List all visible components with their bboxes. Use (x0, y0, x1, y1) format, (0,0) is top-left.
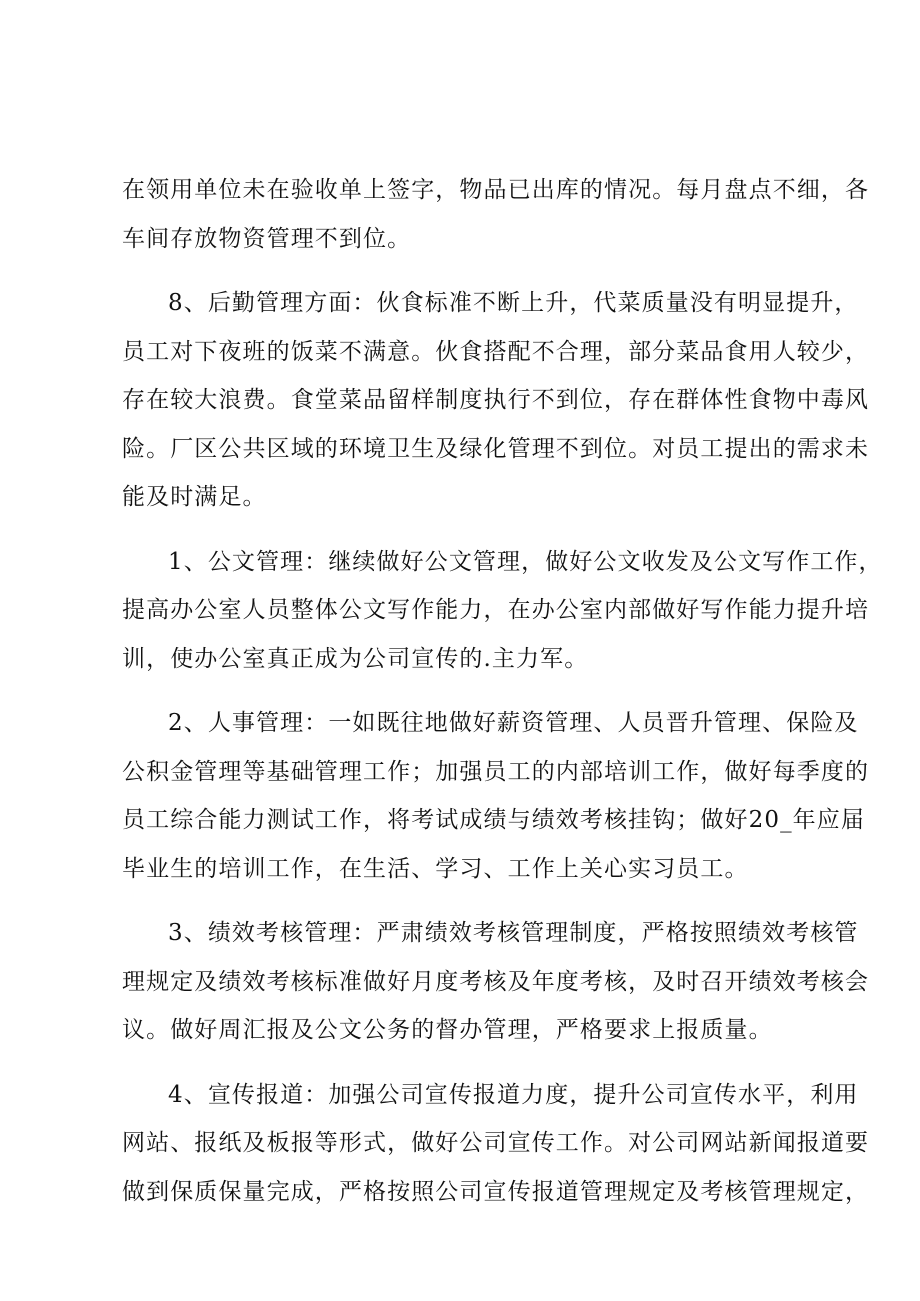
text-line: 议。做好周汇报及公文公务的督办管理，严格要求上报质量。 (122, 1017, 773, 1043)
text-line: 险。厂区公共区域的环境卫生及绿化管理不到位。对员工提出的需求未 (122, 435, 870, 462)
text-line: 毕业生的培训工作，在生活、学习、工作上关心实习员工。 (122, 855, 749, 882)
text-line: 员工综合能力测试工作，将考试成绩与绩效考核挂钩；做好20_年应届 (122, 807, 865, 833)
paragraph-hr-management (122, 699, 870, 893)
paragraph-performance-management (122, 909, 870, 1055)
text-line: 在领用单位未在验收单上签字，物品已出库的情况。每月盘点不细，各 (122, 177, 870, 203)
text-line: 8、后勤管理方面：伙食标准不断上升，代菜质量没有明显提升， (168, 290, 859, 316)
text-line: 能及时满足。 (122, 484, 267, 510)
text-line: 提高办公室人员整体公文写作能力，在办公室内部做好写作能力提升培 (122, 597, 870, 623)
text-line: 3、绩效考核管理：严肃绩效考核管理制度，严格按照绩效考核管 (168, 920, 859, 946)
text-line: 1、公文管理：继续做好公文管理，做好公文收发及公文写作工作， (168, 548, 883, 575)
text-line: 存在较大浪费。食堂菜品留样制度执行不到位，存在群体性食物中毒风 (122, 387, 870, 413)
text-line: 网站、报纸及板报等形式，做好公司宣传工作。对公司网站新闻报道要 (122, 1130, 870, 1156)
text-line: 2、人事管理：一如既往地做好薪资管理、人员晋升管理、保险及 (168, 710, 859, 736)
text-line: 4、宣传报道：加强公司宣传报道力度，提升公司宣传水平，利用 (168, 1081, 859, 1108)
text-line: 车间存放物资管理不到位。 (122, 225, 412, 252)
paragraph-document-management (122, 538, 883, 684)
text-line: 理规定及绩效考核标准做好月度考核及年度考核，及时召开绩效考核会 (122, 968, 870, 995)
paragraph-publicity (122, 1071, 870, 1217)
text-line: 训，使办公室真正成为公司宣传的.主力军。 (122, 645, 589, 672)
document-body (122, 166, 883, 1216)
paragraph-logistics (122, 279, 870, 522)
text-line: 做到保质保量完成，严格按照公司宣传报道管理规定及考核管理规定， (122, 1178, 870, 1205)
text-line: 公积金管理等基础管理工作；加强员工的内部培训工作，做好每季度的 (122, 758, 870, 785)
paragraph-continuation (122, 166, 870, 263)
text-line: 员工对下夜班的饭菜不满意。伙食搭配不合理，部分菜品食用人较少， (122, 338, 870, 365)
